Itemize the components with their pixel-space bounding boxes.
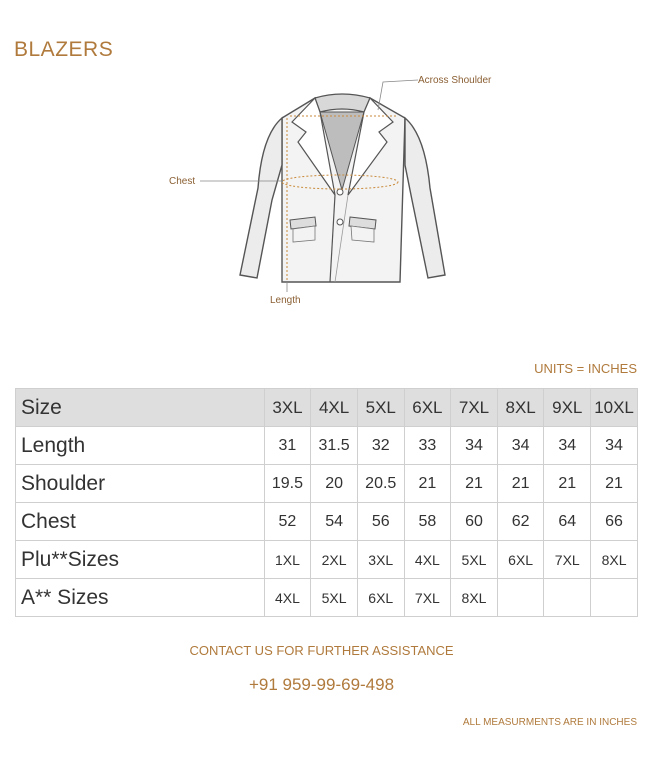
table-cell: 20 [311,465,358,503]
table-cell [497,579,544,617]
table-cell: 52 [264,503,311,541]
table-row-a-sizes [16,579,638,617]
table-cell: 4XL [311,389,358,427]
phone-number[interactable]: +91 959-99-69-498 [248,675,395,694]
length-label: Length [270,295,301,306]
table-cell: 34 [544,427,591,465]
across-shoulder-label: Across Shoulder [418,75,492,86]
table-cell: 8XL [591,541,638,579]
table-cell: 4XL [264,579,311,617]
table-cell: 21 [451,465,498,503]
chest-label: Chest [169,176,196,187]
table-cell: 3XL [264,389,311,427]
table-row-shoulder [16,465,638,503]
table-row-size [16,389,638,427]
row-header: Plu**Sizes [16,541,265,579]
table-cell: 34 [591,427,638,465]
blazer-illustration [150,70,550,315]
table-cell [591,579,638,617]
table-cell: 2XL [311,541,358,579]
table-cell: 5XL [311,579,358,617]
table-cell: 6XL [357,579,404,617]
row-header: A** Sizes [16,579,265,617]
units-label: UNITS = INCHES [534,361,637,376]
table-row-plus-sizes [16,541,638,579]
table-cell: 5XL [451,541,498,579]
table-cell: 66 [591,503,638,541]
table-cell: 64 [544,503,591,541]
table-cell: 56 [357,503,404,541]
table-cell: 20.5 [357,465,404,503]
row-header: Chest [16,503,265,541]
table-cell: 60 [451,503,498,541]
table-cell: 6XL [404,389,451,427]
table-cell: 34 [497,427,544,465]
table-row-chest [16,503,638,541]
table-cell: 10XL [591,389,638,427]
table-cell: 34 [451,427,498,465]
table-cell: 8XL [451,579,498,617]
table-cell: 32 [357,427,404,465]
table-cell: 31 [264,427,311,465]
table-cell: 7XL [451,389,498,427]
row-header: Length [16,427,265,465]
table-cell: 21 [404,465,451,503]
table-cell: 5XL [357,389,404,427]
row-header: Shoulder [16,465,265,503]
table-cell: 54 [311,503,358,541]
table-cell: 4XL [404,541,451,579]
table-cell: 31.5 [311,427,358,465]
table-cell: 21 [591,465,638,503]
table-cell: 7XL [544,541,591,579]
table-cell: 8XL [497,389,544,427]
footer-note: ALL MEASURMENTS ARE IN INCHES [462,717,637,728]
table-cell: 21 [497,465,544,503]
table-cell: 7XL [404,579,451,617]
table-cell: 9XL [544,389,591,427]
table-cell: 19.5 [264,465,311,503]
blazer-diagram [150,70,550,315]
table-cell: 6XL [497,541,544,579]
row-header: Size [16,389,265,427]
table-cell [544,579,591,617]
contact-text: CONTACT US FOR FURTHER ASSISTANCE [189,643,454,658]
table-row-length [16,427,638,465]
table-cell: 33 [404,427,451,465]
page-title: BLAZERS [14,38,114,61]
size-chart-table [15,388,638,617]
table-cell: 3XL [357,541,404,579]
table-cell: 58 [404,503,451,541]
table-cell: 62 [497,503,544,541]
table-cell: 1XL [264,541,311,579]
table-cell: 21 [544,465,591,503]
